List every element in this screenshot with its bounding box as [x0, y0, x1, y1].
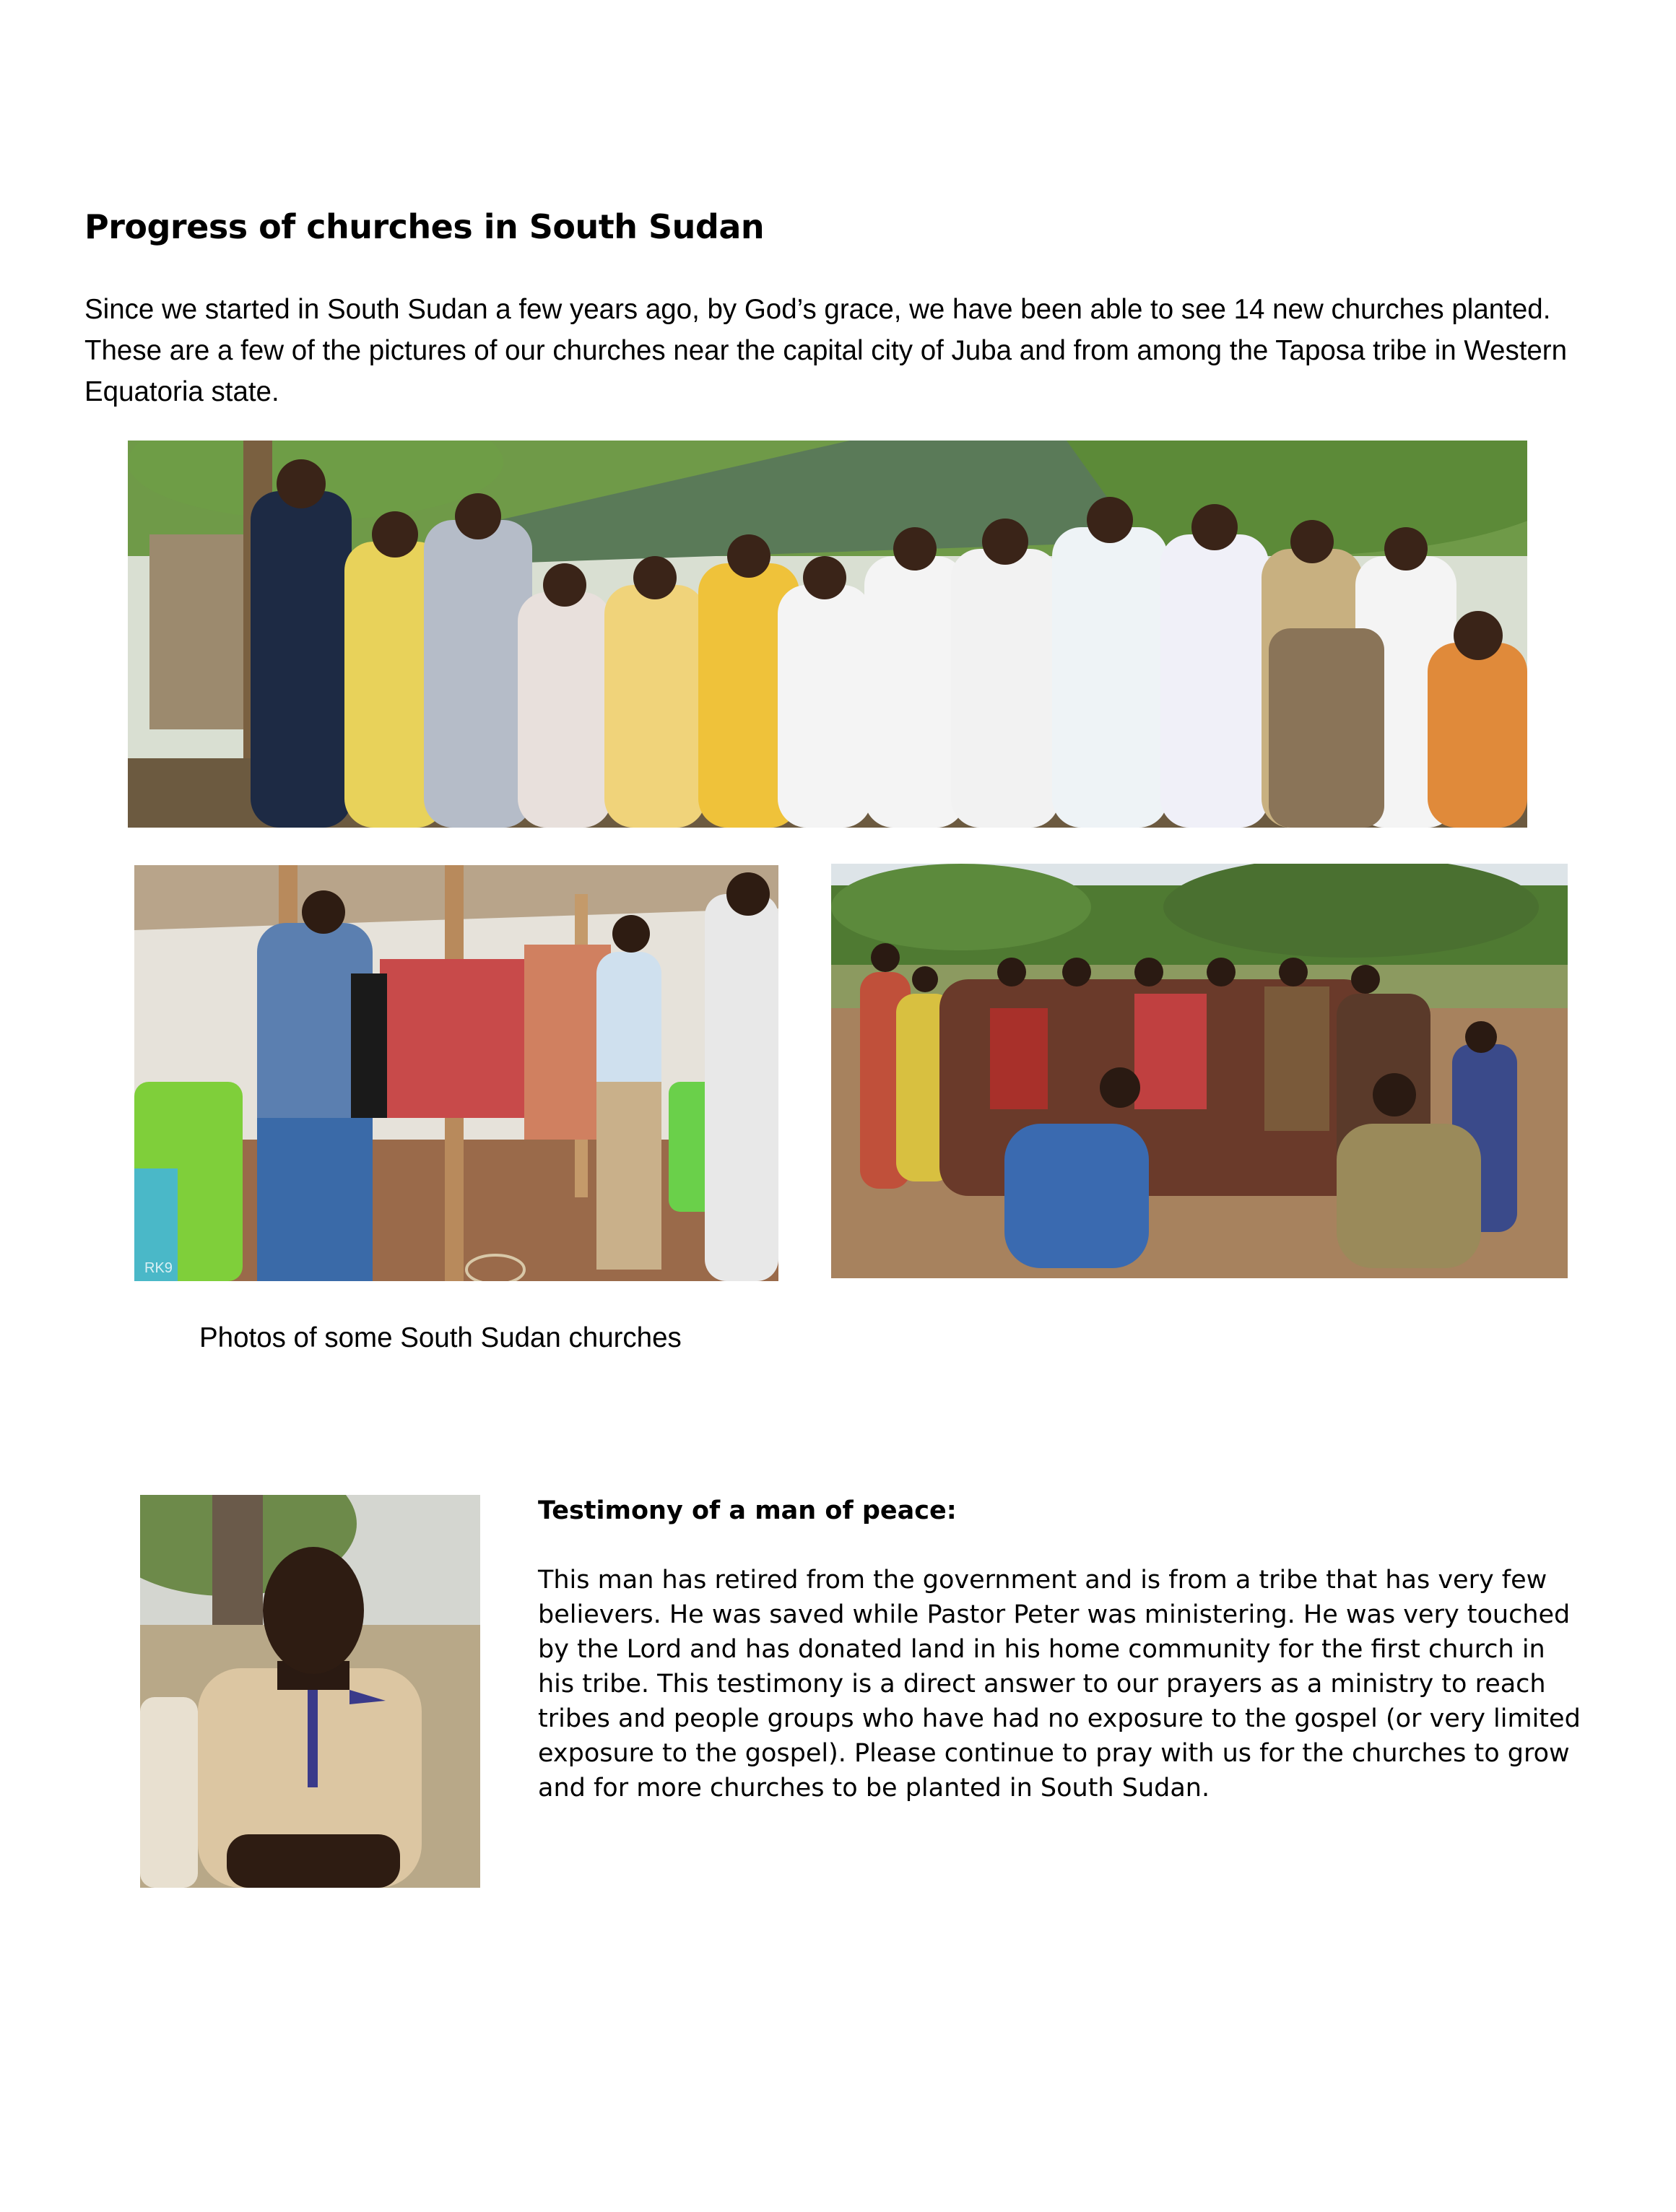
- photo-watermark: RK9: [144, 1260, 173, 1276]
- church-indoor-photo: [134, 865, 778, 1281]
- testimony-section: [538, 1493, 1585, 1805]
- testimony-body: This man has retired from the government and is from a tribe that has very few believers. He was saved while Pastor Peter was ministering. He was very touched by the Lord and has donated land in his home community for the first church in his tribe. This testimony is a direct answer to our prayers as a ministry to reach tribes and people groups who have had no exposure to the gospel (or very limited exposure to the gospel). Please continue to pray with us for the churches to grow and for more churches to be planted in South Sudan.: [538, 1566, 1581, 1803]
- testimony-title: Testimony of a man of peace:: [538, 1496, 957, 1525]
- church-outdoor-photo: [831, 864, 1568, 1278]
- church-group-photo: [128, 441, 1527, 828]
- church-group-image: [128, 441, 1527, 828]
- man-of-peace-image: [140, 1495, 480, 1888]
- photos-caption: Photos of some South Sudan churches: [199, 1322, 682, 1353]
- man-of-peace-portrait: [140, 1495, 480, 1888]
- church-outdoor-image: [831, 864, 1568, 1278]
- intro-paragraph: Since we started in South Sudan a few years ago, by God’s grace, we have been able to see 14 new churches planted. These are a few of the pictures of our churches near the capital city of Juba and from among the Taposa tribe in Western Equatoria state.: [84, 294, 1568, 407]
- church-indoor-image: [134, 865, 778, 1281]
- page-title: Progress of churches in South Sudan: [84, 207, 765, 246]
